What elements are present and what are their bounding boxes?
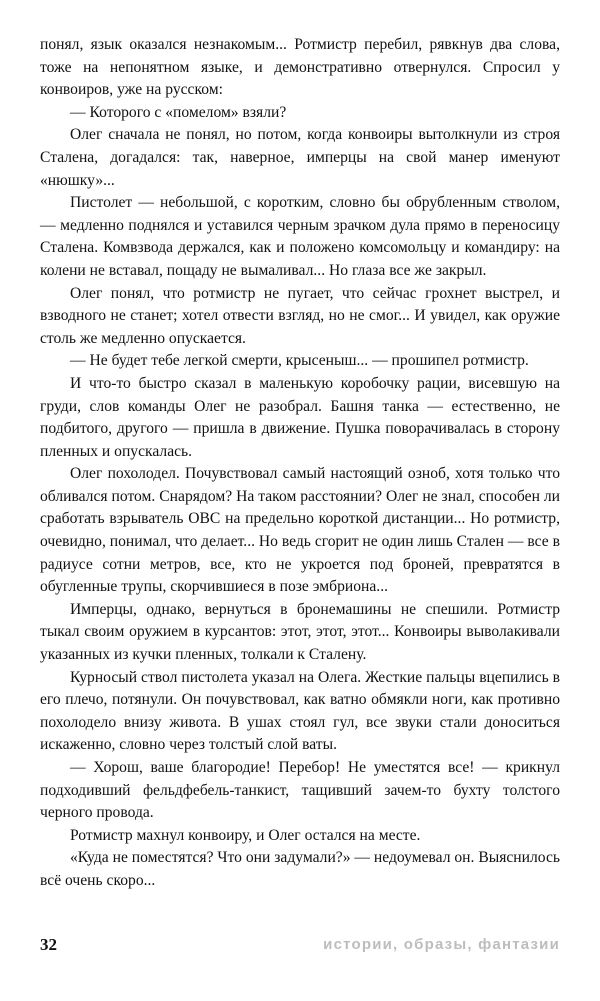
paragraph: Пистолет — небольшой, с коротким, словно бы обрубленным стволом, — медленно поднялся и уставился черным зрачком дула прямо в переносицу Сталена. Комвзвода держался, как и положено комсомольцу и командиру: на колени не вставал, пощаду не вымаливал... Но глаза все же закрыл.: [40, 194, 560, 279]
running-title: истории, образы, фантазии: [323, 936, 560, 953]
page-footer: [40, 935, 560, 961]
paragraph: — Хорош, ваше благородие! Перебор! Не уместятся все! — крикнул подходивший фельдфебель-танкист, тащивший зачем-то бухту толстого черного провода.: [40, 759, 560, 822]
page-body: [40, 34, 560, 893]
paragraph: «Куда не поместятся? Что они задумали?» — недоумевал он. Выяснилось всё очень скоро...: [40, 849, 560, 889]
paragraph: Имперцы, однако, вернуться в бронемашины не спешили. Ротмистр тыкал своим оружием в курсантов: этот, этот, этот... Конвоиры выволакивали указанных из кучки пленных, толкали к Сталену.: [40, 600, 560, 664]
paragraph: Ротмистр махнул конвоиру, и Олег остался на месте.: [70, 826, 421, 844]
paragraph: понял, язык оказался незнакомым... Ротмистр перебил, рявкнув два слова, тоже на непонятном языке, и демонстративно отвернулся. Спросил у конвоиров, уже на русском:: [40, 36, 560, 99]
paragraph: Курносый ствол пистолета указал на Олега. Жесткие пальцы вцепились в его плечо, потянули. Он почувствовал, как ватно обмякли ноги, как противно похолодело внизу живота. В ушах стоял гул, все звуки стали доноситься искаженно, словно через толстый слой ваты.: [40, 668, 560, 754]
paragraph: — Которого с «помелом» взяли?: [70, 103, 287, 121]
paragraph: Олег похолодел. Почувствовал самый настоящий озноб, хотя только что обливался потом. Снарядом? На таком расстоянии? Олег не знал, способен ли сработать взрыватель ОВС на предельно короткой дистанции... Но ротмистр, очевидно, понимал, что делает... Но ведь сгорит не один лишь Стален — все в радиусе сотни метров, все, кто не укроется под броней, превратятся в обугленные трупы, скорчившиеся в позе эмбриона...: [40, 465, 560, 596]
page-number: 32: [40, 935, 57, 954]
paragraph: — Не будет тебе легкой смерти, крысеныш... — прошипел ротмистр.: [70, 352, 529, 370]
paragraph: И что-то быстро сказал в маленькую коробочку рации, висевшую на груди, слов команды Олег не разобрал. Башня танка — естественно, не подбитого, другого — пришла в движение. Пушка поворачивалась в сторону пленных и опускалась.: [40, 374, 560, 460]
paragraph: Олег сначала не понял, но потом, когда конвоиры вытолкнули из строя Сталена, догадался: так, наверное, имперцы на свой манер именуют «нюшку»...: [40, 126, 560, 189]
paragraph: Олег понял, что ротмистр не пугает, что сейчас грохнет выстрел, и взводного не станет; хотел отвести взгляд, но не смог... И увидел, как оружие столь же медленно опускается.: [40, 284, 560, 347]
